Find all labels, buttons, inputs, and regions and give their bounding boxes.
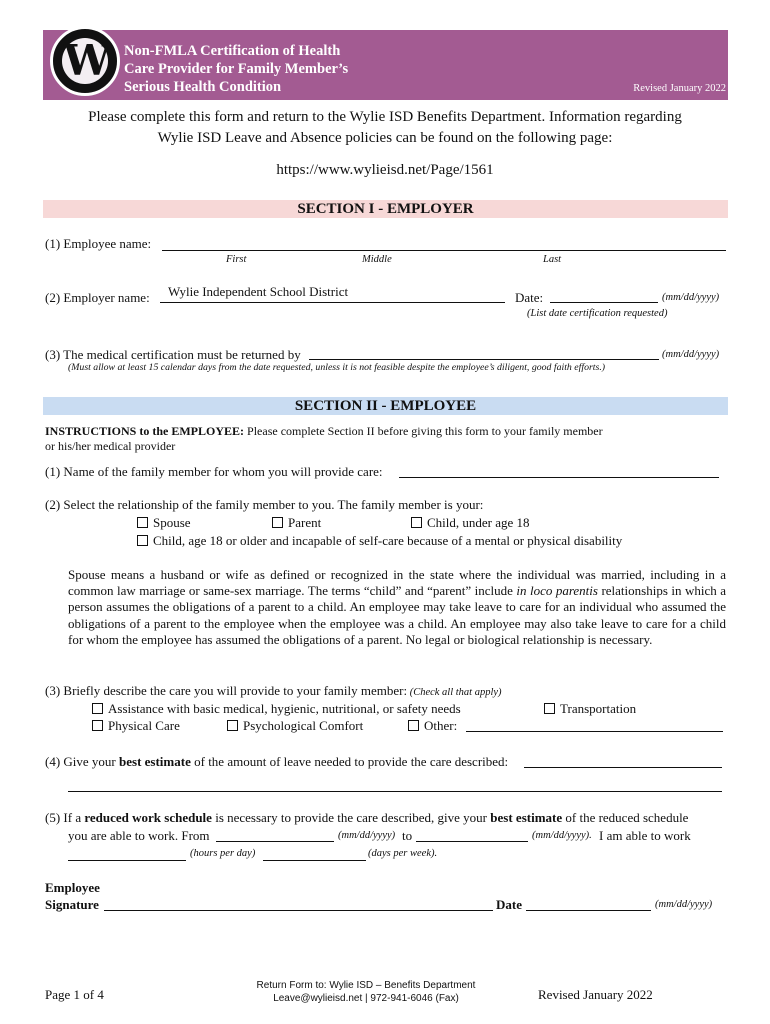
- instructions-text: Please complete Section II before giving this form to your family member: [244, 424, 603, 438]
- days-per-week-field[interactable]: [263, 860, 366, 861]
- return-note: (Must allow at least 15 calendar days from the date requested, unless it is not feasible despite the employee’s diligent, good faith efforts.): [68, 362, 606, 373]
- employer-name-value: Wylie Independent School District: [168, 284, 349, 299]
- parent-checkbox[interactable]: [272, 517, 283, 528]
- schedule-from-label: you are able to work. From: [68, 828, 210, 843]
- question-2-label: (2) Select the relationship of the family member to you. The family member is your:: [45, 497, 484, 512]
- other-care-field[interactable]: [466, 731, 723, 732]
- option-child-over-18[interactable]: Child, age 18 or older and incapable of self-care because of a mental or physical disability: [137, 533, 622, 549]
- signature-label-line-1: Employee: [45, 880, 100, 895]
- option-psychological-comfort[interactable]: Psychological Comfort: [227, 718, 363, 734]
- date-format-hint: (mm/dd/yyyy): [662, 292, 720, 303]
- signature-label-line-2: Signature: [45, 897, 99, 912]
- check-all-note: (Check all that apply): [407, 687, 502, 698]
- psychological-comfort-checkbox[interactable]: [227, 720, 238, 731]
- option-other[interactable]: Other:: [408, 718, 457, 734]
- return-by-date-field[interactable]: [309, 359, 659, 360]
- option-basic-assistance[interactable]: Assistance with basic medical, hygienic, nutritional, or safety needs: [92, 701, 461, 717]
- spouse-checkbox[interactable]: [137, 517, 148, 528]
- option-physical-care[interactable]: Physical Care: [92, 718, 180, 734]
- other-checkbox[interactable]: [408, 720, 419, 731]
- form-title: [124, 42, 484, 96]
- child-over-18-checkbox[interactable]: [137, 535, 148, 546]
- instructions-heading: INSTRUCTIONS to the EMPLOYEE:: [45, 424, 245, 438]
- option-child-under-18[interactable]: Child, under age 18: [411, 515, 530, 531]
- to-date-format-hint: (mm/dd/yyyy).: [532, 830, 592, 841]
- page-number: Page 1 of 4: [45, 987, 104, 1002]
- basic-assistance-checkbox[interactable]: [92, 703, 103, 714]
- return-instructions: [228, 979, 504, 1005]
- question-3-label: (3) Briefly describe the care you will provide to your family member: (Check all that apply): [45, 683, 502, 698]
- signature-date-format-hint: (mm/dd/yyyy): [655, 899, 713, 910]
- intro-text: [60, 107, 710, 149]
- employer-name-field[interactable]: [160, 302, 505, 303]
- wylie-isd-logo: W: [50, 26, 120, 96]
- option-transportation[interactable]: Transportation: [544, 701, 636, 717]
- intro-line-2: Wylie ISD Leave and Absence policies can be found on the following page:: [157, 130, 613, 146]
- signature-date-label: Date: [496, 897, 522, 912]
- days-per-week-hint: (days per week).: [368, 848, 438, 859]
- employer-name-label: (2) Employer name:: [45, 290, 150, 305]
- schedule-to-date-field[interactable]: [416, 841, 528, 842]
- revised-date-footer: Revised January 2022: [538, 987, 653, 1002]
- signature-date-field[interactable]: [526, 910, 651, 911]
- certification-date-field[interactable]: [550, 302, 658, 303]
- option-spouse[interactable]: Spouse: [137, 515, 191, 531]
- return-line-1: Return Form to: Wylie ISD – Benefits Department: [256, 980, 476, 991]
- question-4-label: (4) Give your best estimate of the amount of leave needed to provide the care described:: [45, 754, 509, 769]
- child-under-18-checkbox[interactable]: [411, 517, 422, 528]
- first-name-caption: First: [226, 254, 247, 265]
- return-date-format-hint: (mm/dd/yyyy): [662, 349, 720, 360]
- title-line-2: Care Provider for Family Member’s: [124, 61, 349, 77]
- middle-name-caption: Middle: [362, 254, 392, 265]
- employee-signature-field[interactable]: [104, 910, 493, 911]
- question-1-label: (1) Name of the family member for whom you will provide care:: [45, 464, 383, 479]
- leave-estimate-field-line-2[interactable]: [68, 791, 722, 792]
- instructions: [45, 423, 603, 439]
- employee-name-label: (1) Employee name:: [45, 236, 152, 251]
- section-1-heading: SECTION I - EMPLOYER: [43, 200, 728, 218]
- policy-url[interactable]: https://www.wylieisd.net/Page/1561: [276, 162, 494, 178]
- title-line-3: Serious Health Condition: [124, 79, 282, 95]
- title-line-1: Non-FMLA Certification of Health: [124, 43, 341, 59]
- to-label: to: [402, 828, 413, 843]
- schedule-from-date-field[interactable]: [216, 841, 334, 842]
- return-line-2: Leave@wylieisd.net | 972-941-6046 (Fax): [273, 993, 459, 1004]
- family-member-name-field[interactable]: [399, 477, 719, 478]
- last-name-caption: Last: [543, 254, 562, 265]
- option-parent[interactable]: Parent: [272, 515, 321, 531]
- date-note: (List date certification requested): [527, 308, 668, 319]
- intro-line-1: Please complete this form and return to the Wylie ISD Benefits Department. Information regarding: [88, 109, 682, 125]
- hours-per-day-hint: (hours per day): [190, 848, 256, 859]
- leave-estimate-field[interactable]: [524, 767, 722, 768]
- hours-per-day-field[interactable]: [68, 860, 186, 861]
- employee-name-field[interactable]: [162, 250, 726, 251]
- physical-care-checkbox[interactable]: [92, 720, 103, 731]
- date-label: Date:: [515, 290, 544, 305]
- revised-date-header: Revised January 2022: [633, 83, 726, 94]
- instructions-line-2: or his/her medical provider: [45, 439, 176, 453]
- section-2-heading: SECTION II - EMPLOYEE: [43, 397, 728, 415]
- transportation-checkbox[interactable]: [544, 703, 555, 714]
- from-date-format-hint: (mm/dd/yyyy): [338, 830, 396, 841]
- question-5-label: (5) If a reduced work schedule is necessary to provide the care described, give your best estimate of the reduced schedule: [45, 810, 689, 825]
- return-by-label: (3) The medical certification must be returned by: [45, 347, 301, 362]
- able-to-work-label: I am able to work: [599, 828, 691, 843]
- relationship-definitions: Spouse means a husband or wife as defined or recognized in the state where the individual was married, including in a common law marriage or same-sex marriage. The terms “child” and “parent” include in loco parentis relationships in which a person assumes the obligations of a parent to a child. An employee may take leave to care for an individual who assumed the obligations of a parent to the employee when the employee was a child. An employee may also take leave to care for a child for whom the employee has assumed the obligations of a parent. No legal or biological relationship is necessary.: [68, 567, 726, 647]
